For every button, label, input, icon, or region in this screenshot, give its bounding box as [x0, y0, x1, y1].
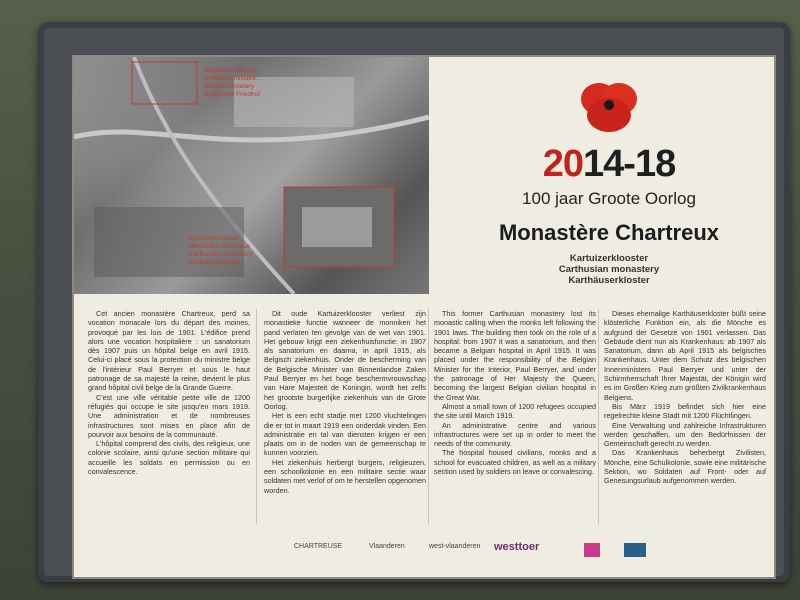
text-de-1: Dieses ehemalige Karthäuserkloster büßt seine klösterliche Funktion ein, als die Mönche es aufgrund der Gesetze von 1901 verlassen. Das Gebäude dient nun als Krankenhaus: ab 1907 als Sanatorium, dann ab April 1915 als belgisches Krankenhaus. Unter dem Schutz des belgischen Innenministers Paul Berryer und unter der Schirmherrschaft Ihrer Majestät, der Königin wird es im Großen Krieg zum größten Zivilkrankenhaus Belgiens.: [604, 309, 766, 402]
text-nl-3: Het ziekenhuis herbergt burgers, religieuzen, een schoolkolonie en een militaire sectie waar soldaten met verlof of om te herstellen opgenomen worden.: [264, 457, 426, 495]
text-column-en: [434, 309, 596, 476]
text-column-nl: [264, 309, 426, 495]
logo-westtoer: westtoer: [494, 541, 540, 553]
logo-pink-square-icon: [584, 543, 600, 557]
logo-west-vlaanderen: west-vlaanderen: [429, 543, 481, 550]
header-area: [429, 57, 774, 294]
text-de-3: Eine Verwaltung und zahlreiche Infrastrukturen werden geschaffen, um den Bedürfnissen der Gemeinschaft gerecht zu werden.: [604, 420, 766, 449]
aerial-photo: [74, 57, 429, 294]
text-column-fr: [88, 309, 250, 476]
text-fr-1: Cet ancien monastère Chartreux, perd sa vocation monacale lors du départ des moines, provoqué par les lois de 1901. L'édifice prend alors une vocation hospitalière : un sanatorium dès 1907 puis un hôpital belge en avril 1915. Celui-ci placé sous la protection du ministre belge de l'intérieur Paul Berryer et sous le haut patronage de sa majesté la reine, devient le plus grand hôpital civil belge de la Grande Guerre.: [88, 309, 250, 393]
logo-vlaanderen: Vlaanderen: [369, 543, 405, 550]
text-en-2: Almost a small town of 1200 refugees occupied the site until March 1919.: [434, 401, 596, 421]
divider: [428, 309, 429, 524]
text-nl-2: Het is een echt stadje met 1200 vluchtelingen die er tot in maart 1919 een onderdak vinden. Een administratie en tal van diensten krijgen er een plaats om in de noden van de gemeenschap te kunnen voorzien.: [264, 411, 426, 458]
poppy-icon: [579, 77, 639, 137]
text-en-4: The hospital housed civilians, monks and a school for evacuated children, as well as a military section used by soldiers on leave or convalescing.: [434, 448, 596, 477]
divider: [598, 309, 599, 524]
title-year-red: 20: [542, 143, 584, 185]
text-nl-1: Dit oude Kartuizerklooster verliest zijn monastieke functie wanneer de monniken het pand verlaten ten gevolge van de wet van 1901. Het gebouw krijgt een ziekenhuisfunctie: in 1907 als sanatorium en daarna, in april 1915, als Belgisch ziekenhuis. Onder de bescherming van de Belgische Minister van Binnenlandse Zaken Paul Berryer en het hoge beschermvrouwschap van Hare Majesteit de Koningin, wordt het zelfs het grootste burgerlijke ziekenhuis van de Grote Oorlog.: [264, 309, 426, 411]
text-de-2: Bis März 1919 befindet sich hier eine regelrechte kleine Stadt mit 1200 Flüchtlingen.: [604, 401, 766, 421]
text-en-3: An administrative centre and various infrastructures were set up in order to meet the needs of the community.: [434, 420, 596, 449]
text-column-de: [604, 309, 766, 486]
logo-chartreuse: CHARTREUSE: [294, 543, 343, 550]
text-en-1: This former Carthusian monastery lost its monastic calling when the monks left following the 1901 laws. The building then took on the role of a hospital: from 1907 it was a sanatorium, and then became a Belgian hospital in April 1915. It was placed under the responsibility of the Belgian Minister for the Interior, Paul Berryer, and under the patronage of Her Majesty the Queen, becoming the largest Belgian civilian hospital in the Great War.: [434, 309, 596, 402]
text-fr-2: C'est une ville véritable petite ville de 1200 réfugiés qui occupe le site jusqu'en mars 1919. Une administration et de nombreuses infrastructures sont mises en place afin de pourvoir aux besoins de la communauté.: [88, 392, 250, 439]
name-de: Karthäuserkloster: [568, 275, 650, 286]
title-year-dark: 14-18: [583, 143, 676, 185]
name-nl: Kartuizerklooster: [569, 253, 649, 264]
text-fr-3: L'hôpital comprend des civils, des religieux, une colonie scolaire, ainsi qu'une section militaire qui accueille les soldats en permission ou en convalescence.: [88, 439, 250, 477]
logo-blue-square-icon: [624, 543, 646, 557]
names-translations: [449, 253, 769, 286]
photo-label-top: Belgische militaire... Cimetière militaire... Belgian cemetery Belgischer Friedhof: [204, 67, 262, 98]
subtitle: 100 jaar Groote Oorlog: [522, 189, 696, 208]
photo-label-bottom: Kartuizerklooster Monastère Chartreux Carthusian monastery Karthäuserkloster: [189, 235, 253, 266]
sponsor-logos: [294, 537, 764, 567]
name-en: Carthusian monastery: [558, 264, 660, 275]
divider: [256, 309, 257, 524]
title-year: [489, 143, 729, 186]
information-panel: [72, 55, 776, 579]
text-de-4: Das Krankenhaus beherbergt Zivilisten, Mönche, eine Schulkolonie, sowie eine militärische Sektion, wo Soldaten auf Front- oder auf Genesungsurlaub aufgenommen werden.: [604, 448, 766, 486]
page-title: Monastère Chartreux: [498, 220, 720, 245]
